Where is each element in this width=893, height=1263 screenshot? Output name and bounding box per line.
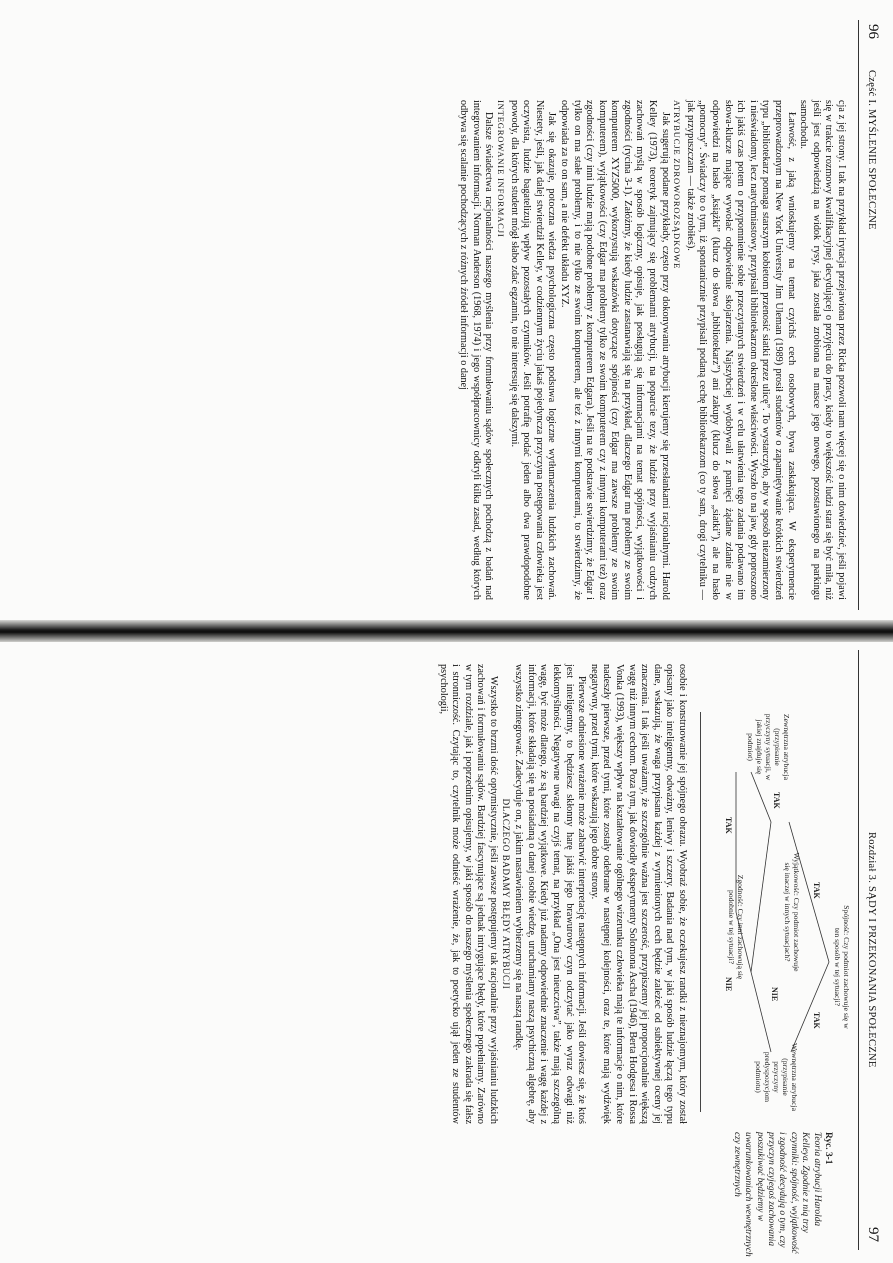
left-text-column	[457, 100, 847, 600]
figure-kelley-diagram	[700, 712, 851, 1112]
section-heading: ATRYBUCJE ZDROWOROZSĄDKOWE	[672, 100, 683, 270]
figure-caption	[730, 1132, 833, 1257]
paragraph: Jak się okazuje, potoczna wiedza psychologiczna często podsuwa logiczne wytłumaczenia ludzkich zachowań. Niestety, jeśli, jak dalej stwierdził Kelley, w codziennym życiu jakaś pojedyncza przyczyna postępowania człowieka jest oczywista, ludzie bagatelizują wpływ pozostałych czynników. Jeśli potrafię podać jeden albo dwa prawdopodobne powody, dla których student mógł słabo zdać egzamin, to nie interesuję się dalszymi.	[508, 100, 558, 600]
section-heading: DLACZEGO BADAMY BŁĘDY ATRYBUCJI	[500, 798, 511, 990]
header-rule-right	[858, 650, 859, 1250]
edge-label-yes: TAK	[812, 882, 821, 899]
node-distinctiveness: Wyjątkowość: Czy podmiot zachowuje się inaczej w innych sytuacjach?	[783, 852, 801, 972]
right-text-column	[436, 664, 688, 1124]
section-heading: INTEGROWANIE INFORMACJI	[495, 100, 506, 238]
running-head-left: Część I. MYŚLENIE SPOŁECZNE	[866, 70, 877, 230]
paragraph: Wszystko to brzmi dość optymistycznie, jeśli zawsze postępujemy tak racjonalnie przy wyjaśnianiu ludzkich zachowań i formułowaniu sądów. Bardziej fascynujące są jednak intrygujące błędy, które popełniamy. Zarówno w tym rozdziale, jak i poprzednim opisujemy, w jaki sposób do naszego myślenia społecznego zakrada się fałsz i stronniczość. Czytając to, czytelnik może odnieść wrażenie, że, jak to poetycko ujął jeden ze studentów psychologii,	[437, 664, 500, 1124]
edge-label-no: NIE	[770, 987, 779, 1002]
left-page	[0, 0, 893, 620]
page-number-left: 96	[865, 24, 881, 39]
edge-label-yes: TAK	[724, 817, 733, 834]
running-head-right: Rozdział 3. SĄDY I PRZEKONANIA SPOŁECZNE	[866, 832, 877, 1068]
header-rule-left	[858, 20, 859, 610]
paragraph: Łatwość, z jaką wnioskujemy na temat czyichś cech osobowych, bywa zaskakująca. W eksperymencie przeprowadzonym na New York University Jim Uleman (1989) prosił studentów o zapamiętywanie krótkich stwierdzeń typu „bibliotekarz pomaga starszym kobietom przenosić siatki przez ulicę”. To wystarczyło, aby w sposób niezamierzony i nieświadomy, lecz natychmiastowy, przypisali bibliotekarzom określone właściwości. Wyszło to na jaw, gdy poproszono ich jakiś czas potem o przypomnienie sobie przeczytanych stwierdzeń i w celu ułatwienia tego zadania podawano im słowa-klucze mające wywołać odpowiednie skojarzenia. Najszybciej wydobywali z pamięci żądane zdanie nie w odpowiedzi na hasło „książki” (klucz do słowa „bibliotekarz”) ani zakupy (klucz do słowa „siatki”), ale na hasło „pomocny”. Świadczy to o tym, iż spontanicznie przypisali podaną cechę bibliotekarzom (co ty sam, drogi czytelniku — jak przypuszczam — także zrobiłeś).	[684, 100, 797, 600]
figure-caption-text: Teoria atrybucji Harolda Kelleya. Zgodnie z nią trzy czynniki: spójność, wyjątkowość i zgodność decydują o tym, czy przyczyn czyjegoś zachowania poszukiwać będziemy w uwarunkowaniach wewnętrznych czy zewnętrznych	[731, 1132, 822, 1257]
paragraph: Dalsze świadectwa racjonalności naszego myślenia przy formułowaniu sądów społecznych pochodzą z badań nad integrowaniem informacji. Norman Anderson (1968, 1974) i jego współpracownicy odkryli kilka zasad, według których odbywa się scalanie pochodzących z różnych źródeł informacji o danej	[458, 100, 495, 600]
right-page	[0, 642, 893, 1263]
node-internal-attribution: Wewnętrzna atrybucja (przypisanie przyczyny predyspozycjom podmiotu)	[754, 1043, 799, 1111]
paragraph: Jak sugerują podane przykłady, często przy dokonywaniu atrybucji kierujemy się przesłankami racjonalnymi. Harold Kelley (1973), teoretyk zajmujący się problemami atrybucji, na poparcie tezy, że ludzie przy wyjaśnianiu cudzych zachowań myślą w sposób logiczny, opisuje, jak posługują się informacjami na temat spójności, wyjątkowości i zgodności (rycina 3-1). Załóżmy, że kiedy ludzie zastanawiają się na przykład, dlaczego Edgar ma problemy ze swoim komputerem XYZ5000, wykorzystują wskazówki dotyczące spójności (czy Edgar ma zawsze problemy ze swoim komputerem), wyjątkowości (czy Edgar ma problemy tylko ze swoim komputerem czy z innymi komputerami też) oraz zgodności (czy inni ludzie mają podobne problemy z komputerem Edgara). Jeśli na te podstawie stwierdzimy, że Edgar i tylko on ma stałe problemy, i to nie tylko ze swoim komputerem, ale też z innymi komputerami, to stwierdzimy, że odpowiada za to on sam, a nie defekt układu XYZ.	[558, 100, 671, 600]
edge-label-yes: TAK	[812, 1012, 821, 1029]
figure-caption-title: Ryc. 3-1	[823, 1132, 833, 1165]
node-consistency: Spójność: Czy podmiot zachowuje się w ten sposób w tej sytuacji?	[833, 905, 851, 1029]
node-external-attribution: Zewnętrzna atrybucja (przypisanie przyczyny sytuacji, w jakiej znajduje się podmiot)	[746, 713, 791, 781]
page-number-right: 97	[865, 1227, 881, 1242]
paragraph: cja z jej strony. I tak na przykład irytacja przejawiona przez Ricka pozwoli nam więcej się o nim dowiedzieć, jeśli pojawi się w trakcie rozmowy kwalifikacyjnej decydującej o przyjęciu do pracy, kiedy to większość ludzi stara się być miła, niż jeśli jest odpowiedzią na widok rysy, jaka została zrobiona na masce jego nowego, pozostawionego na parkingu samochodu.	[798, 100, 847, 600]
book-gutter	[0, 620, 893, 642]
edge-label-yes: TAK	[772, 792, 781, 809]
paragraph: Pierwsze odniesione wrażenie może zabarwić interpretację następnych informacji. Jeśli dowiesz się, że ktoś jest inteligentny, to będziesz skłonny harę jakiś jego brawurowy czyn odczytać jako wyraz odwagi niż lekkomyślności. Negatywne uwagi na czyjś temat, na przykład „Ona jest nieuczciwa”, także mają szczególną wagę, być może dlatego, że są bardziej wyjątkowe. Kiedy już nadamy odpowiednie znaczenie i wagę każdej z informacji, które składają się na posiadaną o danej osobie wiedzę, uruchamiamy naszą psychiczną algebrę, aby wszystko zintegrować. Zadecyduje on, z jakim nastawieniem wybierzemy się na naszą randkę.	[513, 664, 588, 1124]
paragraph: osobie i konstruowanie jej spójnego obrazu. Wyobraź sobie, że oczekujesz randki z nieznajomym, który został opisany jako inteligentny, odważny, leniwy i szczery. Badania nad tym, w jaki sposób ludzie łączą tego typu dane, wskazują, że waga przypisana każdej z wymienionych cech będzie zależeć od subiektywnej oceny jej znaczenia. I tak jeśli uważamy, że szczególnie ważna jest szczerość, przypiszemy jej proporcjonalnie większą wagę niż innym cechom. Poza tym, jak dowiodły eksperymenty Solomona Ascha (1946), Berta Hodgesa i Rossa Vonka (1993), większy wpływ na kształtowanie ogólnego wizerunku człowieka mają te informacje o nim, które nadeszły pierwsze, przed tymi, które zostały odebrane w następnej kolejności, oraz te, które mają wydźwięk negatywny, przed tymi, które wskazują jego dobre strony.	[588, 664, 688, 1124]
node-consensus: Zgodność: Czy inni zachowują się podobnie w tej sytuacji?	[727, 874, 745, 980]
edge-label-no: NIE	[724, 977, 733, 992]
